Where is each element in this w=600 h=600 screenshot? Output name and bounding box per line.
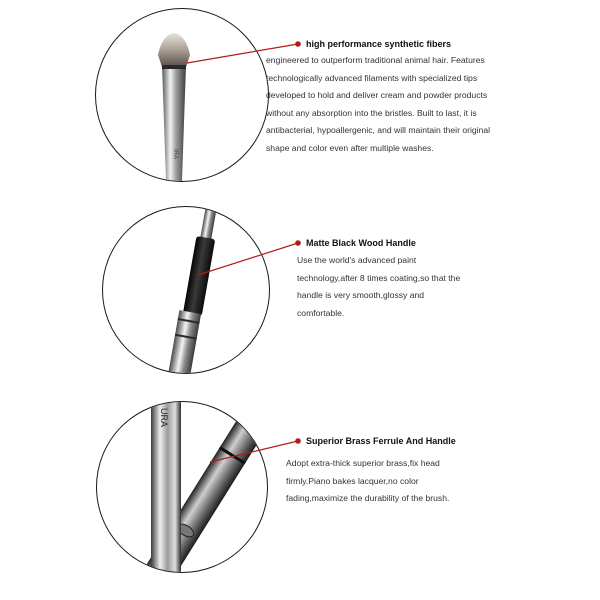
fibers-title: high performance synthetic fibers [306,39,452,49]
handle-title: Matte Black Wood Handle [306,238,416,248]
handle-description: Use the world's advanced paint technology,after 8 times coating,so that the handle is very smooth,glossy and comfortable. [297,255,461,318]
svg-text:IRA: IRA [172,149,178,160]
ferrule-title: Superior Brass Ferrule And Handle [306,436,456,446]
ferrule-description: Adopt extra-thick superior brass,fix head firmly.Piano bakes lacquer,no color fading,maximize the durability of the brush. [286,458,450,503]
handle-engraving: URA [159,408,169,428]
fibers-description: engineered to outperform traditional animal hair. Features technologically advanced filaments with specialized tips developed to hold and deliver cream and powder products without any absorption into the bristles. Built to last, it is antibacterial, hypoallergenic, and will maintain their original shape and color even after multiple washes. [266,55,491,153]
